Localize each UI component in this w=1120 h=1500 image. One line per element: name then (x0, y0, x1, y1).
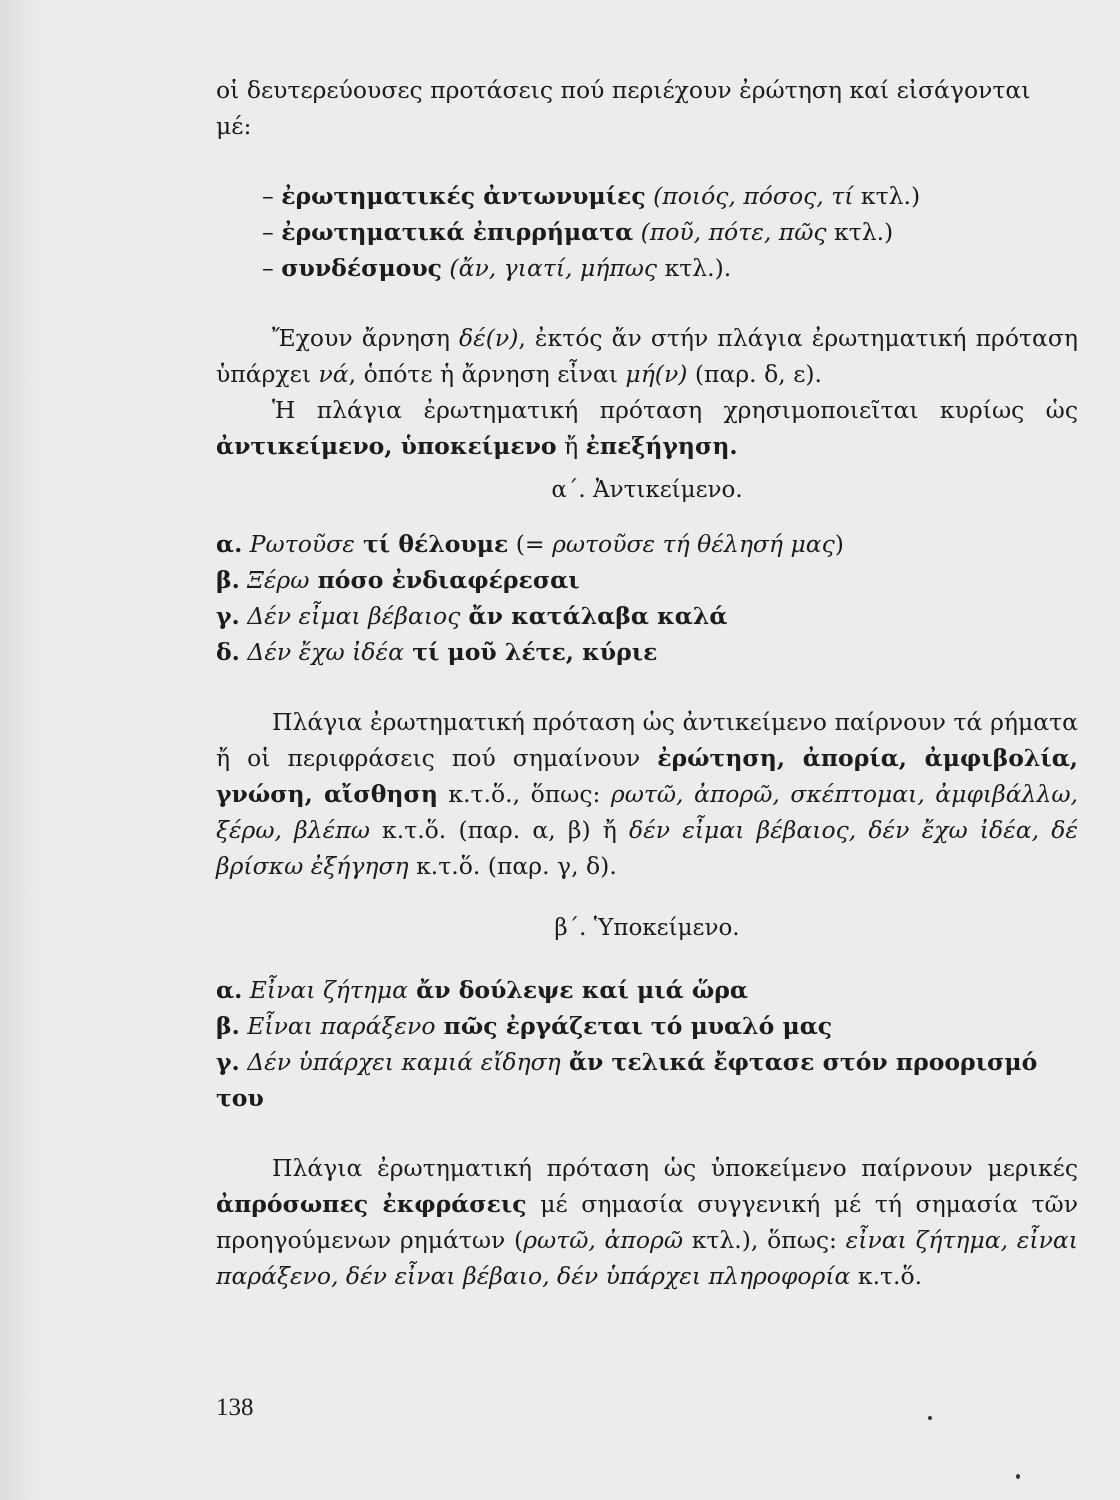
page-edge-shadow (0, 0, 40, 1500)
list-item: – συνδέσμους (ἄν, γιατί, μήπως κτλ.). (262, 254, 732, 282)
list-item: – ἐρωτηματικές ἀντωνυμίες (ποιός, πόσος, τί κτλ.) (262, 182, 921, 210)
list-item: γ. Δέν ὑπάρχει καμιά εἴδηση ἄν τελικά ἔφτασε στόν προορισμό του (216, 1048, 1038, 1112)
subject-examples (216, 972, 1078, 1116)
list-item: β. Εἶναι παράξενο πῶς ἐργάζεται τό μυαλό μας (216, 1012, 833, 1040)
list-item: α. Ρωτοῦσε τί θέλουμε (= ρωτοῦσε τή θέλησή μας) (216, 530, 844, 558)
print-speck (928, 1416, 932, 1420)
object-examples (216, 526, 1078, 670)
list-item: δ. Δέν ἔχω ἰδέα τί μοῦ λέτε, κύριε (216, 638, 658, 666)
list-item: β. Ξέρω πόσο ἐνδιαφέρεσαι (216, 566, 580, 594)
list-item: γ. Δέν εἶμαι βέβαιος ἄν κατάλαβα καλά (216, 602, 728, 630)
subject-explanation: Πλάγια ἐρωτηματική πρόταση ὡς ὑποκείμενο παίρνουν μερικές ἀπρόσωπες ἐκφράσεις μέ σημασία συγγενική μέ τή σημασία τῶν προηγούμενων ρημάτων (ρωτῶ, ἀπορῶ κτλ.), ὅπως: εἶναι ζήτημα, εἶναι παράξενο, δέν εἶναι βέβαιο, δέν ὑπάρχει πληροφορία κ.τ.ὅ. (216, 1154, 1078, 1290)
usage-paragraph: Ἡ πλάγια ἐρωτηματική πρόταση χρησιμοποιεῖται κυρίως ὡς ἀντικείμενο, ὑποκείμενο ἤ ἐπεξήγηση. (216, 396, 1078, 460)
negation-paragraph: Ἔχουν ἄρνηση δέ(ν), ἐκτός ἄν στήν πλάγια ἐρωτηματική πρόταση ὑπάρχει νά, ὁπότε ἡ ἄρνηση εἶναι μή(ν) (παρ. δ, ε). (216, 324, 1078, 388)
conjunction-list (216, 178, 1078, 286)
object-explanation: Πλάγια ἐρωτηματική πρόταση ὡς ἀντικείμενο παίρνουν τά ρήματα ἤ οἱ περιφράσεις πού σημαίνουν ἐρώτηση, ἀπορία, ἀμφιβολία, γνώση, αἴσθηση κ.τ.ὅ., ὅπως: ρωτῶ, ἀπορῶ, σκέπτομαι, ἀμφιβάλλω, ξέρω, βλέπω κ.τ.ὅ. (παρ. α, β) ἤ δέν εἶμαι βέβαιος, δέν ἔχω ἰδέα, δέ βρίσκω ἐξήγηση κ.τ.ὅ. (παρ. γ, δ). (216, 708, 1078, 880)
section-heading-subject: β΄. Ὑποκείμενο. (554, 915, 740, 941)
section-heading-object: α΄. Ἀντικείμενο. (551, 477, 743, 503)
page-number: 138 (216, 1394, 254, 1421)
page-text (216, 72, 1078, 1294)
print-speck (1016, 1474, 1020, 1479)
list-item: α. Εἶναι ζήτημα ἄν δούλεψε καί μιά ὥρα (216, 976, 748, 1004)
list-item: – ἐρωτηματικά ἐπιρρήματα (ποῦ, πότε, πῶς κτλ.) (262, 218, 894, 246)
intro-paragraph: οἱ δευτερεύουσες προτάσεις πού περιέχουν ἐρώτηση καί εἰσάγονται μέ: (216, 76, 1031, 140)
